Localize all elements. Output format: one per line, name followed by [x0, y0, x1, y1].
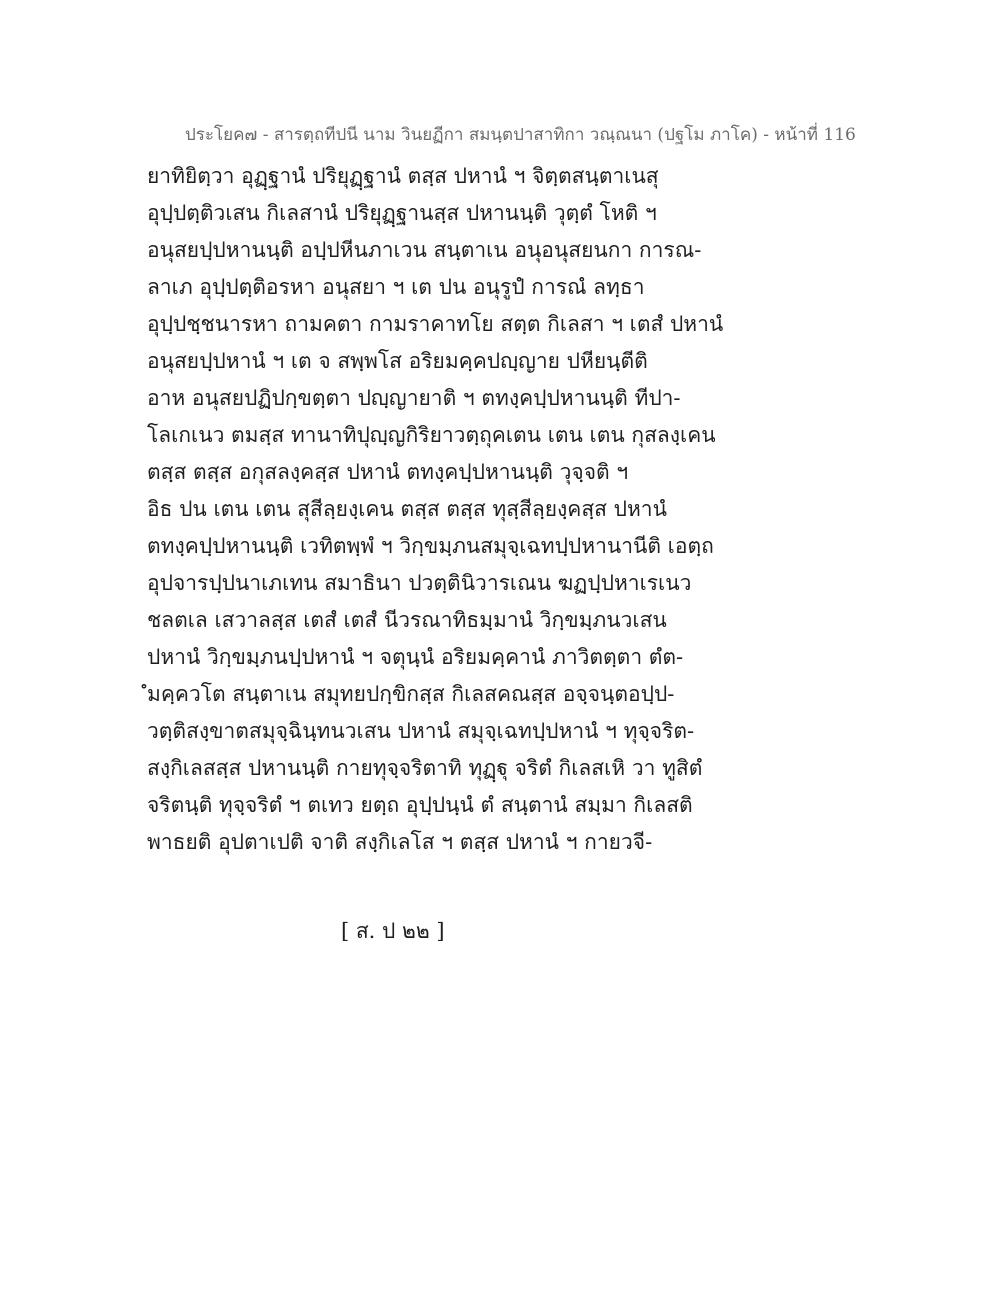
text-line: ตสฺส ตสฺส อกุสลงฺคสฺส ปหานํ ตทงฺคปฺปหานนฺติ วุจฺจติ ฯ	[147, 460, 629, 484]
text-line: อาห อนุสยปฏิปกฺขตฺตา ปญฺญายาติ ฯ ตทงฺคปฺปหานนฺติ ทีปา-	[147, 386, 681, 410]
signature-reference: [ ส. ป ๒๒ ]	[341, 919, 445, 943]
text-line: ตทงฺคปฺปหานนฺติ เวทิตพฺพํ ฯ วิกฺขมฺภนสมุจฺเฉทปฺปหานานีติ เอตฺถ	[147, 534, 714, 558]
text-line: ํมคฺควโต สนฺตาเน สมุทยปกฺขิกสฺส กิเลสคณสฺส อจฺจนฺตอปฺป-	[147, 682, 675, 706]
text-line: อุปจารปฺปนาเภเทน สมาธินา ปวตฺตินิวารเณน ฆฏปฺปหาเรเนว	[147, 571, 692, 595]
text-line: ลาเภ อุปฺปตฺติอรหา อนุสยา ฯ เต ปน อนุรูปํ การณํ ลทฺธา	[147, 275, 645, 299]
running-header: ประโยค๗ - สารตฺถทีปนี นาม วินยฏีกา สมนฺตปาสาทิกา วณฺณนา (ปฐโม ภาโค) - หน้าที่ 116	[185, 125, 856, 145]
text-line: วตฺติสงฺขาตสมุจฺฉินฺทนวเสน ปหานํ สมุจฺเฉทปฺปหานํ ฯ ทุจฺจริต-	[147, 719, 695, 743]
text-line: อนุสยปฺปหานนฺติ อปฺปหีนภาเวน สนฺตาเน อนุอนุสยนกา การณ-	[147, 238, 702, 262]
text-line: จริตนฺติ ทุจฺจริตํ ฯ ตเทว ยตฺถ อุปฺปนฺนํ ตํ สนฺตานํ สมฺมา กิเลสติ	[147, 793, 693, 817]
text-line: พาธยติ อุปตาเปติ จาติ สงฺกิเลโส ฯ ตสฺส ปหานํ ฯ กายวจี-	[147, 830, 653, 854]
text-line: ชลตเล เสวาลสฺส เตสํ เตสํ นีวรณาทิธมฺมานํ วิกฺขมฺภนวเสน	[147, 608, 667, 632]
body-text	[147, 158, 724, 861]
text-line: อิธ ปน เตน เตน สุสีลฺยงฺเคน ตสฺส ตสฺส ทุสฺสีลฺยงฺคสฺส ปหานํ	[147, 497, 667, 521]
text-line: อุปฺปชฺชนารหา ถามคตา กามราคาทโย สตฺต กิเลสา ฯ เตสํ ปหานํ	[147, 312, 724, 336]
text-line: อนุสยปฺปหานํ ฯ เต จ สพฺพโส อริยมคฺคปญฺญาย ปหียนฺตีติ	[147, 349, 648, 373]
text-line: ยาทิยิตฺวา อุฏฺฐานํ ปริยุฏฺฐานํ ตสฺส ปหานํ ฯ จิตฺตสนฺตาเนสุ	[147, 164, 659, 188]
text-line: ปหานํ วิกฺขมฺภนปฺปหานํ ฯ จตุนฺนํ อริยมคฺคานํ ภาวิตตฺตา ตํต-	[147, 645, 684, 669]
text-line: โลเกเนว ตมสฺส ทานาทิปุญฺญกิริยาวตฺถุคเตน เตน เตน กุสลงฺเคน	[147, 423, 716, 447]
text-line: สงฺกิเลสสฺส ปหานนฺติ กายทุจฺจริตาทิ ทุฏฺฐุ จริตํ กิเลสเหิ วา ทูสิตํ	[147, 756, 703, 780]
text-line: อุปฺปตฺติวเสน กิเลสานํ ปริยุฏฺฐานสฺส ปหานนฺติ วุตฺตํ โหติ ฯ	[147, 201, 657, 225]
